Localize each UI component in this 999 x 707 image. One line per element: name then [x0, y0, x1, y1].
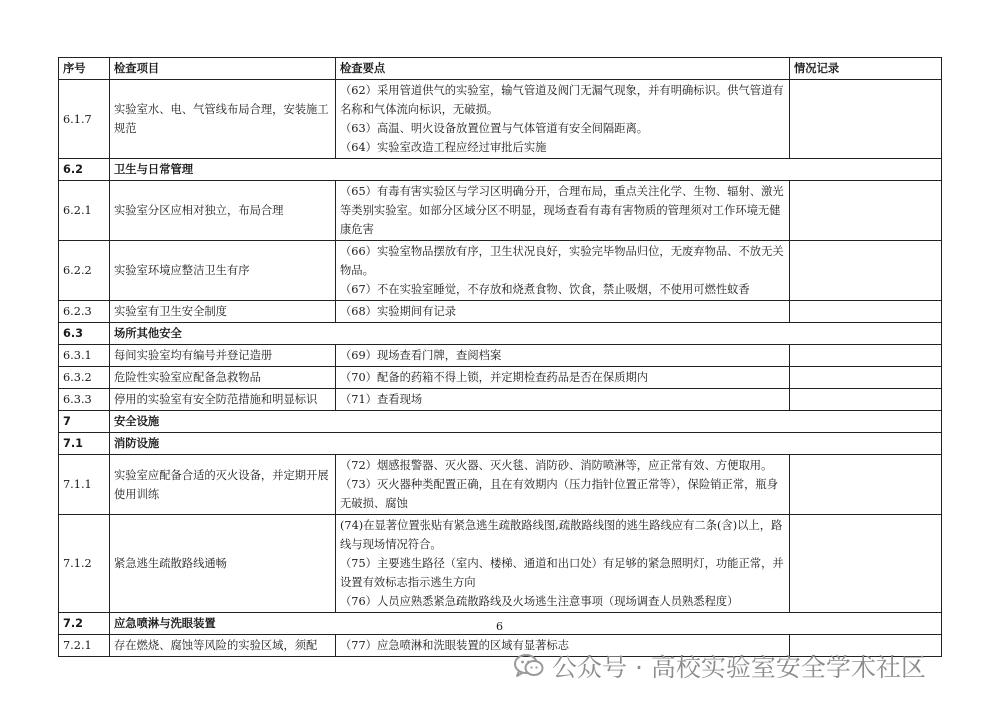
page-number: 6 — [496, 620, 503, 633]
item-number: 6.1.7 — [59, 80, 110, 159]
header-item: 检查项目 — [110, 58, 336, 80]
section-title: 卫生与日常管理 — [110, 159, 942, 181]
check-item: 每间实验室均有编号并登记造册 — [110, 345, 336, 367]
check-points — [336, 367, 790, 389]
check-point: （65）有毒有害实验区与学习区明确分开，合理布局，重点关注化学、生物、辐射、激光等类别实验室。如部分区域分区不明显，现场查看有毒有害物质的管理须对工作环境无健康危害 — [340, 185, 784, 236]
check-point: （72）烟感报警器、灭火器、灭火毯、消防砂、消防喷淋等，应正常有效、方便取用。 — [340, 459, 773, 472]
section-number: 7.1 — [59, 433, 110, 455]
check-points — [336, 301, 790, 323]
item-number: 6.3.1 — [59, 345, 110, 367]
table-row — [59, 181, 942, 241]
check-points — [336, 389, 790, 411]
check-point: （64）实验室改造工程应经过审批后实施 — [340, 141, 547, 154]
item-number: 6.3.2 — [59, 367, 110, 389]
table-row — [59, 345, 942, 367]
table-body — [59, 80, 942, 657]
check-point: (74)在显著位置张贴有紧急逃生疏散路线图,疏散路线图的逃生路线应有二条(含)以上，路线与现场情况符合。 — [340, 519, 783, 551]
check-point: （76）人员应熟悉紧急疏散路线及火场逃生注意事项（现场调查人员熟悉程度） — [340, 595, 739, 608]
check-point: （71）查看现场 — [340, 393, 423, 406]
header-record: 情况记录 — [790, 58, 942, 80]
section-row — [59, 159, 942, 181]
check-item: 实验室有卫生安全制度 — [110, 301, 336, 323]
item-number: 7.1.2 — [59, 515, 110, 613]
check-point: （73）灭火器种类配置正确，且在有效期内（压力指针位置正常等），保险销正常，瓶身无破损、腐蚀 — [340, 478, 779, 510]
check-item: 停用的实验室有安全防范措施和明显标识 — [110, 389, 336, 411]
record-cell[interactable] — [790, 367, 942, 389]
section-title: 消防设施 — [110, 433, 942, 455]
check-item: 实验室应配备合适的灭火设备，并定期开展使用训练 — [110, 455, 336, 515]
watermark — [514, 648, 926, 684]
header-no: 序号 — [59, 58, 110, 80]
item-number: 6.2.2 — [59, 241, 110, 301]
check-point: （77）应急喷淋和洗眼装置的区域有显著标志 — [340, 639, 570, 652]
table-row — [59, 301, 942, 323]
table-row — [59, 80, 942, 159]
check-point: （67）不在实验室睡觉，不存放和烧煮食物、饮食，禁止吸烟，不使用可燃性蚊香 — [340, 283, 750, 296]
record-cell[interactable] — [790, 455, 942, 515]
section-number: 7 — [59, 411, 110, 433]
check-point: （70）配备的药箱不得上锁，并定期检查药品是否在保质期内 — [340, 371, 649, 384]
item-number: 6.2.3 — [59, 301, 110, 323]
section-row — [59, 323, 942, 345]
check-points — [336, 241, 790, 301]
section-row — [59, 411, 942, 433]
table-row — [59, 367, 942, 389]
record-cell[interactable] — [790, 389, 942, 411]
check-point: （63）高温、明火设备放置位置与气体管道有安全间隔距离。 — [340, 122, 649, 135]
section-number: 6.3 — [59, 323, 110, 345]
item-number: 6.3.3 — [59, 389, 110, 411]
check-point: （75）主要逃生路径（室内、楼梯、通道和出口处）有足够的紧急照明灯，功能正常，并设置有效标志指示逃生方向 — [340, 557, 784, 589]
record-cell[interactable] — [790, 181, 942, 241]
wechat-icon — [514, 653, 544, 679]
table-row — [59, 515, 942, 613]
record-cell[interactable] — [790, 241, 942, 301]
table-row — [59, 241, 942, 301]
table-row — [59, 389, 942, 411]
record-cell[interactable] — [790, 301, 942, 323]
record-cell[interactable] — [790, 80, 942, 159]
check-item: 紧急逃生疏散路线通畅 — [110, 515, 336, 613]
section-title: 场所其他安全 — [110, 323, 942, 345]
table-header-row — [59, 58, 942, 80]
check-points — [336, 80, 790, 159]
record-cell[interactable] — [790, 515, 942, 613]
check-points — [336, 455, 790, 515]
section-number: 7.2 — [59, 613, 110, 635]
check-point: （62）采用管道供气的实验室，输气管道及阀门无漏气现象，并有明确标识。供气管道有名称和气体流向标识，无破损。 — [340, 84, 784, 116]
check-item: 实验室分区应相对独立，布局合理 — [110, 181, 336, 241]
check-item: 实验室水、电、气管线布局合理，安装施工规范 — [110, 80, 336, 159]
section-number: 6.2 — [59, 159, 110, 181]
table-row — [59, 455, 942, 515]
watermark-text: 公众号 · 高校实验室安全学术社区 — [552, 653, 926, 682]
item-number: 7.2.1 — [59, 635, 110, 657]
section-title: 安全设施 — [110, 411, 942, 433]
check-point: （69）现场查看门牌，查阅档案 — [340, 349, 502, 362]
item-number: 6.2.1 — [59, 181, 110, 241]
header-points: 检查要点 — [336, 58, 790, 80]
inspection-table — [58, 57, 942, 657]
check-points — [336, 345, 790, 367]
item-number: 7.1.1 — [59, 455, 110, 515]
section-title: 应急喷淋与洗眼装置 — [110, 613, 942, 635]
check-item: 存在燃烧、腐蚀等风险的实验区域，须配 — [110, 635, 336, 657]
record-cell[interactable] — [790, 345, 942, 367]
section-row — [59, 433, 942, 455]
check-item: 实验室环境应整洁卫生有序 — [110, 241, 336, 301]
check-item: 危险性实验室应配备急救物品 — [110, 367, 336, 389]
check-points — [336, 181, 790, 241]
check-points — [336, 515, 790, 613]
check-point: （68）实验期间有记录 — [340, 305, 457, 318]
check-point: （66）实验室物品摆放有序，卫生状况良好，实验完毕物品归位，无废弃物品、不放无关物品。 — [340, 245, 784, 277]
